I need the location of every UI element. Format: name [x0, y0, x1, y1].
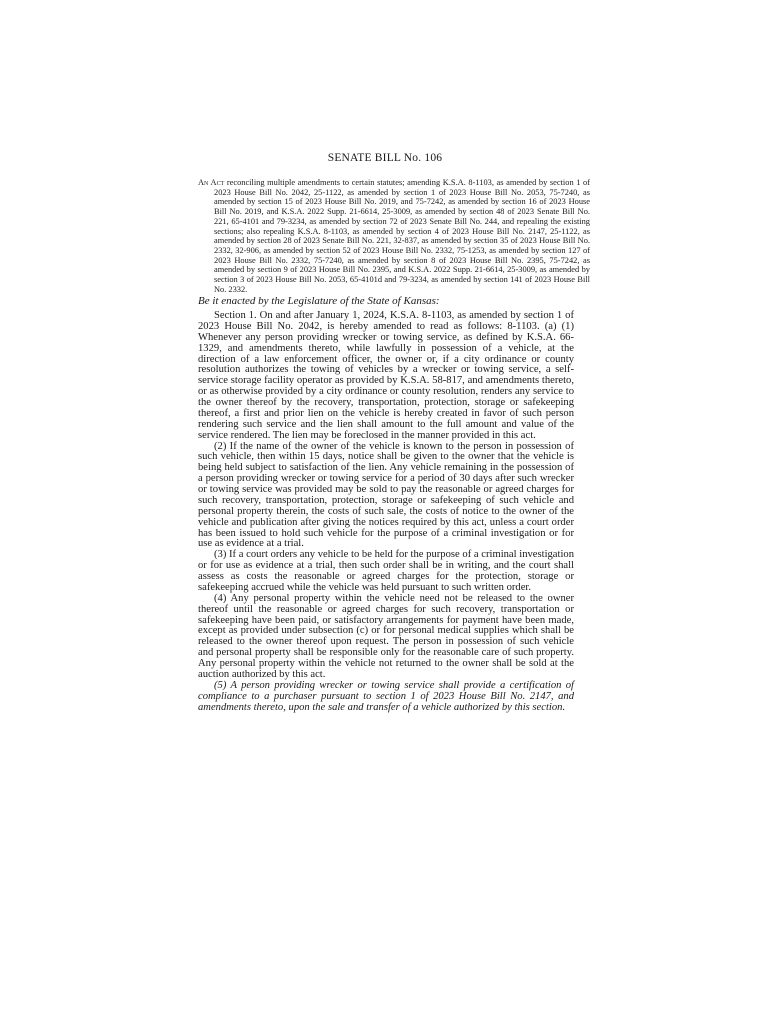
act-description	[198, 178, 590, 294]
act-lead: An Act	[198, 178, 225, 187]
section-1-paragraph: Section 1. On and after January 1, 2024, K.S.A. 8-1103, as amended by section 1 of 2023 House Bill No. 2042, is hereby amended to read as follows: 8-1103. (a) (1) Whenever any person providing wrecker or towing service, as defined by K.S.A. 66-1329, and amendments thereto, while lawfully in possession of a vehicle, at the direction of a law enforcement officer, the owner or, if a city ordinance or county resolution authorizes the towing of vehicles by a wrecker or towing service, a self-service storage facility operator as provided by K.S.A. 58-817, and amendments thereto, or as otherwise provided by a city ordinance or county resolution, renders any service to the owner thereof by the recovery, transportation, protection, storage or safekeeping thereof, a first and prior lien on the vehicle is hereby created in favor of such person rendering such service and the lien shall amount to the full amount and value of the service rendered. The lien may be foreclosed in the manner provided in this act.	[198, 310, 574, 441]
subsection-a5-new-text-paragraph: (5) A person providing wrecker or towing service shall provide a certification of compliance to a purchaser pursuant to section 1 of 2023 House Bill No. 2147, and amendments thereto, upon the sale and transfer of a vehicle authorized by this section.	[198, 679, 574, 713]
subsection-a4-paragraph: (4) Any personal property within the vehicle need not be released to the owner thereof until the reasonable or agreed charges for such recovery, transportation or safekeeping have been paid, or satisfactory arrangements for payment have been made, except as provided under subsection (c) or for personal medical supplies which shall be released to the owner thereof upon request. The person in possession of such vehicle and personal property shall be responsible only for the reasonable care of such property. Any personal property within the vehicle not returned to the owner shall be sold at the auction authorized by this act.	[198, 592, 574, 680]
bill-title: SENATE BILL No. 106	[327, 152, 443, 164]
subsection-a3-paragraph: (3) If a court orders any vehicle to be held for the purpose of a criminal investigation or for use as evidence at a trial, then such order shall be in writing, and the court shall assess as costs the reasonable or agreed charges for the protection, storage or safekeeping accrued while the vehicle was held pursuant to such written order.	[198, 549, 574, 593]
act-text: reconciling multiple amendments to certain statutes; amending K.S.A. 8-1103, as amended by section 1 of 2023 House Bill No. 2042, 25-1122, as amended by section 1 of 2023 House Bill No. 2053, 75-7240, as amended by section 15 of 2023 House Bill No. 2019, and 75-7242, as amended by section 16 of 2023 House Bill No. 2019, and K.S.A. 2022 Supp. 21-6614, 25-3009, as amended by section 48 of 2023 Senate Bill No. 221, 65-4101 and 79-3234, as amended by section 72 of 2023 Senate Bill No. 244, and repealing the existing sections; also repealing K.S.A. 8-1103, as amended by section 4 of 2023 House Bill No. 2147, 25-1122, as amended by section 28 of 2023 Senate Bill No. 221, 32-837, as amended by section 35 of 2023 House Bill No. 2332, 32-906, as amended by section 52 of 2023 House Bill No. 2332, 75-1253, as amended by section 127 of 2023 House Bill No. 2332, 75-7240, as amended by section 8 of 2023 House Bill No. 2395, 75-7242, as amended by section 9 of 2023 House Bill No. 2395, and K.S.A. 2022 Supp. 21-6614, 25-3009, as amended by section 3 of 2023 House Bill No. 2053, 65-4101d and 79-3234, as amended by section 141 of 2023 House Bill No. 2332.	[214, 178, 591, 294]
subsection-a2-paragraph: (2) If the name of the owner of the vehicle is known to the person in possession of such vehicle, then within 15 days, notice shall be given to the owner that the vehicle is being held subject to satisfaction of the lien. Any vehicle remaining in the possession of a person providing wrecker or towing service for a period of 30 days after such wrecker or towing service was provided may be sold to pay the reasonable or agreed charges for such recovery, transportation, protection, storage or safekeeping of such vehicle and personal property therein, the costs of such sale, the costs of notice to the owner of the vehicle and publication after giving the notices required by this act, unless a court order has been issued to hold such vehicle for the purpose of a criminal investigation or for use as evidence at a trial.	[198, 440, 574, 550]
bill-body	[198, 311, 574, 713]
enacting-clause: Be it enacted by the Legislature of the State of Kansas:	[198, 295, 440, 307]
